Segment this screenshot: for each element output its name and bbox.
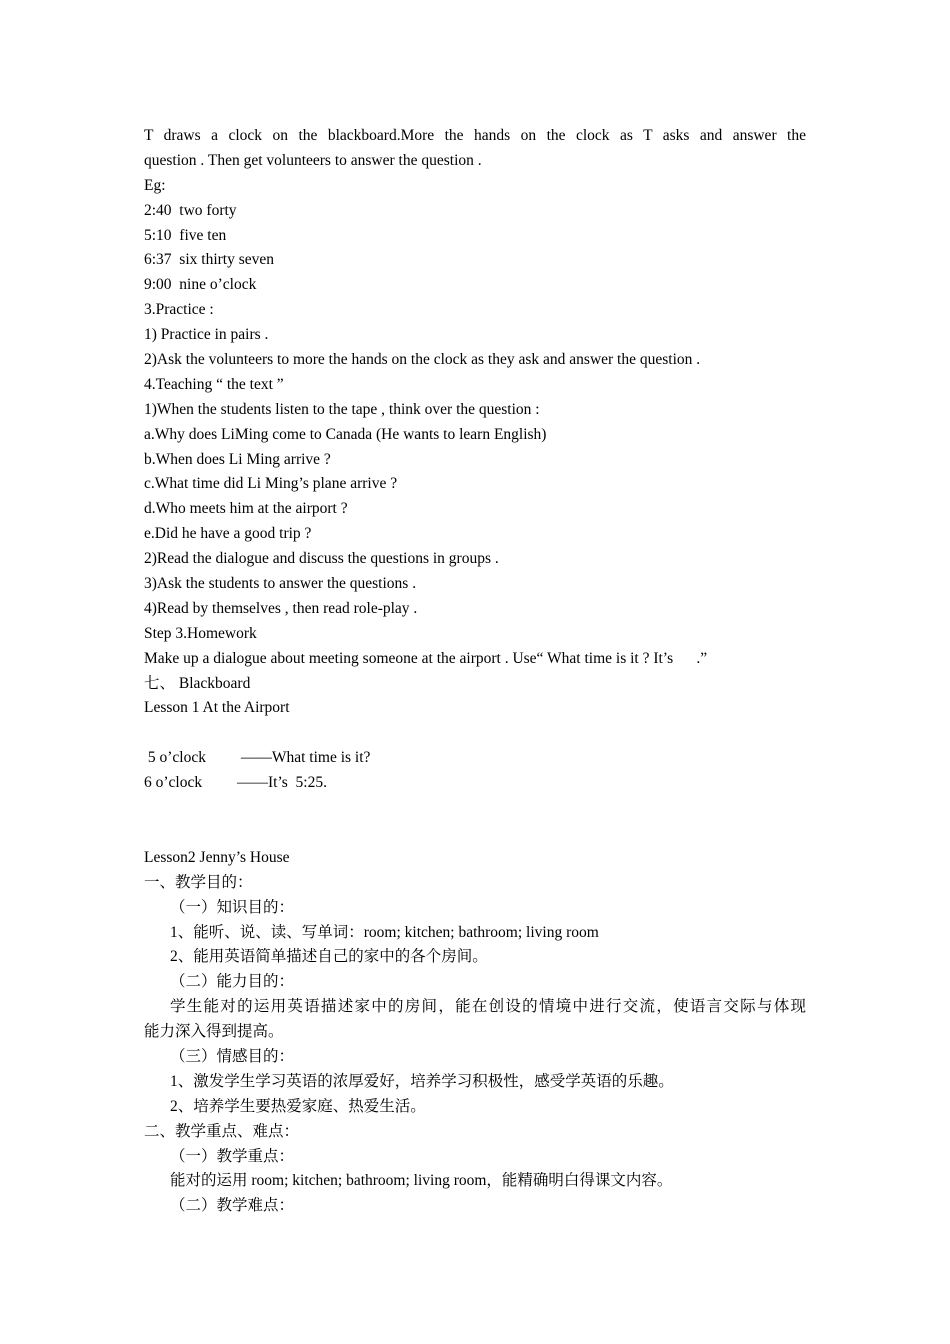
text-line: 1) Practice in pairs . xyxy=(144,326,269,344)
blank-line xyxy=(144,821,806,846)
text-line: 能力深入得到提高。 xyxy=(144,1023,284,1041)
text-line: 5:10 five ten xyxy=(144,226,227,244)
text-line: 二、教学重点、难点： xyxy=(144,1122,300,1140)
text-line: 1)When the students listen to the tape , think over the question : xyxy=(144,400,540,418)
text-line: Eg: xyxy=(144,176,166,194)
text-line: d.Who meets him at the airport ? xyxy=(144,500,348,518)
text-line: Lesson 1 At the Airport xyxy=(144,699,290,717)
text-line: 9:00 nine o’clock xyxy=(144,276,257,294)
document-body xyxy=(144,124,806,1219)
text-line: b.When does Li Ming arrive ? xyxy=(144,450,331,468)
text-line: 2:40 two forty xyxy=(144,201,237,219)
text-line: 5 o’clock ——What time is it? xyxy=(144,749,371,767)
text-line: 一、教学目的： xyxy=(144,873,253,891)
blank-line xyxy=(144,721,806,746)
text-line: 学生能对的运用英语描述家中的房间，能在创设的情境中进行交流，使语言交际与体现 xyxy=(170,998,806,1016)
text-line: 2、培养学生要热爱家庭、热爱生活。 xyxy=(170,1097,426,1115)
text-line: （二）教学难点： xyxy=(170,1197,295,1215)
text-line: （三）情感目的： xyxy=(170,1047,295,1065)
text-line: （二）能力目的： xyxy=(170,973,295,991)
text-line: 2)Read the dialogue and discuss the questions in groups . xyxy=(144,550,499,568)
text-line: T draws a clock on the blackboard.More the hands on the clock as T asks and answer the xyxy=(144,127,806,144)
text-line: 七、 Blackboard xyxy=(144,674,251,692)
text-line: 6 o’clock ——It’s 5:25. xyxy=(144,774,327,792)
text-line: question . Then get volunteers to answer the question . xyxy=(144,151,482,169)
text-line: （一）教学重点： xyxy=(170,1147,295,1165)
text-line: Lesson2 Jenny’s House xyxy=(144,848,290,866)
text-line: 1、激发学生学习英语的浓厚爱好，培养学习积极性，感受学英语的乐趣。 xyxy=(170,1072,674,1090)
text-line: （一）知识目的： xyxy=(170,898,295,916)
text-line: e.Did he have a good trip ? xyxy=(144,525,312,543)
text-line: 4.Teaching “ the text ” xyxy=(144,375,284,393)
text-line: a.Why does LiMing come to Canada (He wants to learn English) xyxy=(144,425,547,443)
text-line: 2、能用英语简单描述自己的家中的各个房间。 xyxy=(170,948,488,966)
text-line: 1、能听、说、读、写单词：room; kitchen; bathroom; living room xyxy=(170,923,599,941)
text-line: 3.Practice : xyxy=(144,301,214,319)
text-line: 6:37 six thirty seven xyxy=(144,251,275,269)
blank-line xyxy=(144,796,806,821)
text-line: 2)Ask the volunteers to more the hands on the clock as they ask and answer the question . xyxy=(144,351,701,369)
text-line: 4)Read by themselves , then read role-play . xyxy=(144,599,418,617)
text-line: c.What time did Li Ming’s plane arrive ? xyxy=(144,475,398,493)
text-line: 3)Ask the students to answer the questions . xyxy=(144,575,417,593)
text-line: 能对的运用 room; kitchen; bathroom; living room，能精确明白得课文内容。 xyxy=(170,1172,673,1190)
text-line: Make up a dialogue about meeting someone at the airport . Use“ What time is it ? It’s .” xyxy=(144,649,708,667)
text-line: Step 3.Homework xyxy=(144,624,257,642)
